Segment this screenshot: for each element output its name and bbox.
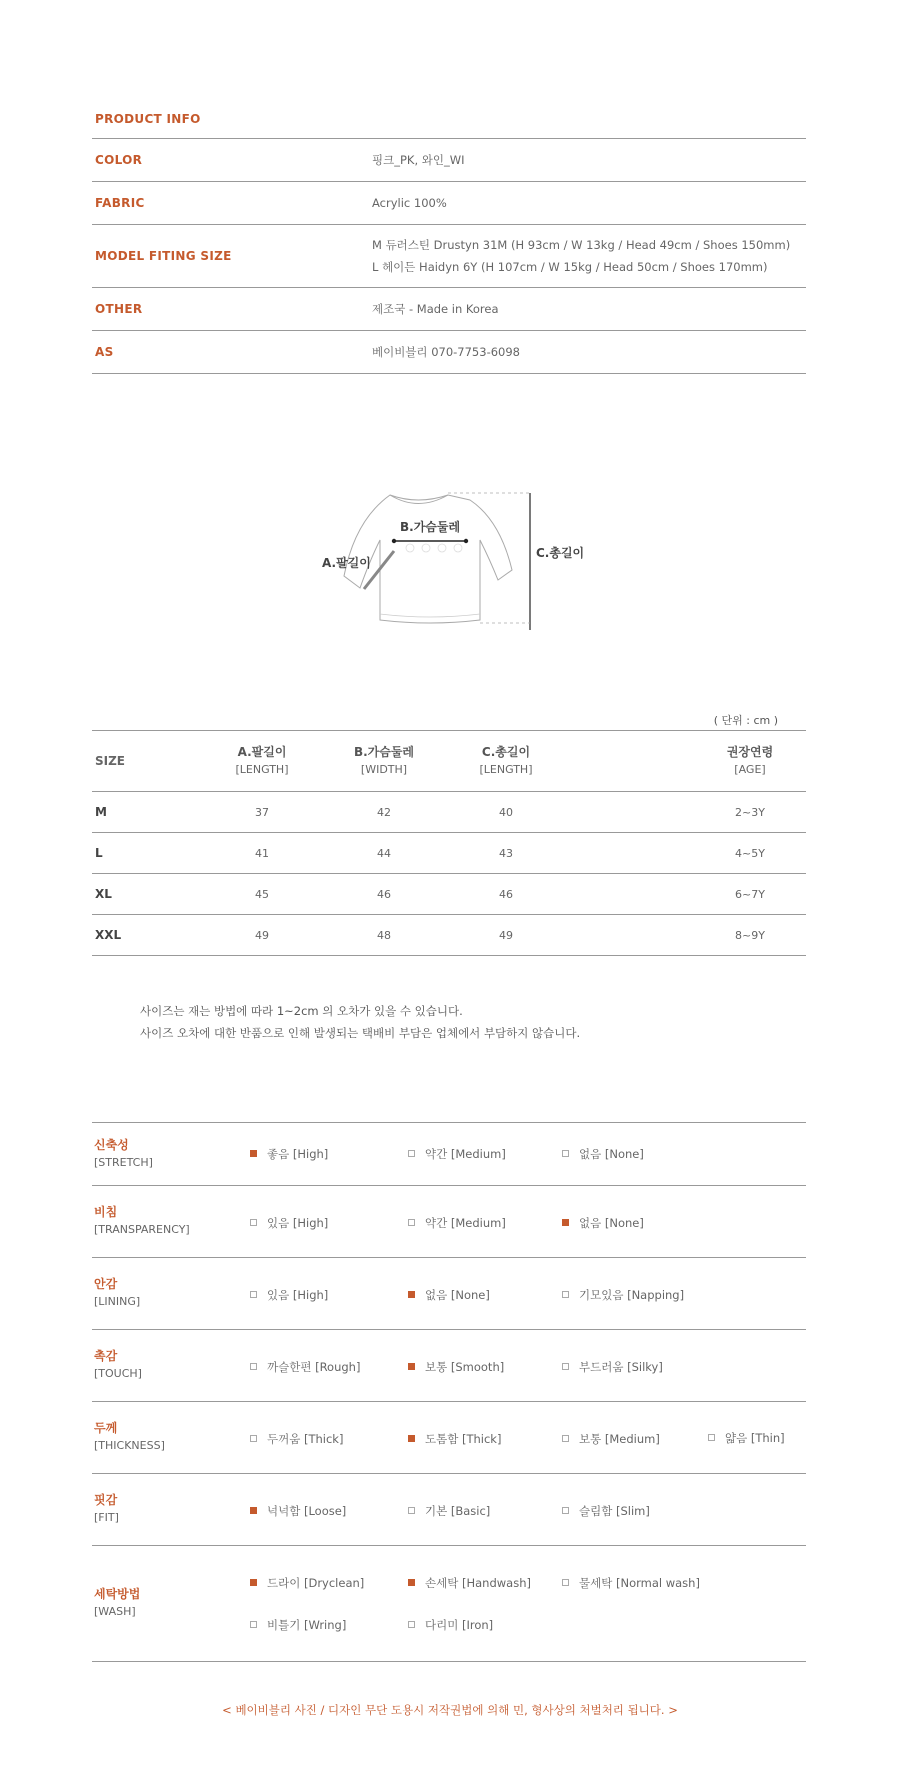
info-label: COLOR [95, 153, 143, 167]
size-cell [567, 833, 694, 874]
option-item: 슬림함 [Slim] [562, 1503, 650, 1519]
option-item: 없음 [None] [562, 1146, 644, 1162]
option-item: 있음 [High] [250, 1215, 328, 1231]
size-cell [567, 792, 694, 833]
checkbox-icon [250, 1219, 257, 1226]
table-row [92, 792, 806, 833]
option-item: 얇음 [Thin] [708, 1430, 785, 1446]
feature-row-fit [92, 1474, 806, 1546]
size-cell: 44 [377, 846, 391, 860]
size-cell: L [95, 846, 103, 860]
option-item: 약간 [Medium] [408, 1215, 506, 1231]
option-item: 다리미 [Iron] [408, 1617, 493, 1633]
option-item: 없음 [None] [562, 1215, 644, 1231]
checkbox-icon [562, 1579, 569, 1586]
size-cell: 4~5Y [735, 846, 765, 860]
option-item: 까슬한편 [Rough] [250, 1359, 360, 1375]
option-item: 없음 [None] [408, 1287, 490, 1303]
product-info-title: PRODUCT INFO [95, 112, 201, 126]
size-header-age: 권장연령 [AGE] [726, 745, 774, 776]
feature-heading: 촉감 [TOUCH] [94, 1349, 142, 1380]
checkbox-icon [250, 1507, 257, 1514]
feature-row-transparency [92, 1186, 806, 1258]
copyright-notice: < 베이비블리 사진 / 디자인 무단 도용시 저작권법에 의해 민, 형사상의 처벌처리 됩니다. > [222, 1703, 678, 1717]
option-item: 보통 [Medium] [562, 1431, 660, 1447]
size-cell: 43 [499, 846, 513, 860]
size-diagram [322, 490, 630, 630]
checkbox-icon [562, 1291, 569, 1298]
info-value: 제조국 - Made in Korea [372, 302, 499, 316]
checkbox-icon [562, 1435, 569, 1442]
size-cell: 46 [499, 887, 513, 901]
info-label: OTHER [95, 302, 143, 316]
feature-row-thickness [92, 1402, 806, 1474]
checkbox-icon [408, 1621, 415, 1628]
size-table [92, 730, 806, 956]
option-item: 드라이 [Dryclean] [250, 1575, 364, 1591]
table-row [92, 915, 806, 956]
option-item: 부드러움 [Silky] [562, 1359, 663, 1375]
feature-row-touch [92, 1330, 806, 1402]
diagram-label-c: C.총길이 [536, 546, 585, 560]
table-row [92, 874, 806, 915]
option-item: 두꺼움 [Thick] [250, 1431, 343, 1447]
size-notes [140, 1000, 580, 1044]
size-cell [567, 874, 694, 915]
info-label: FABRIC [95, 196, 145, 210]
checkbox-icon [562, 1507, 569, 1514]
info-label: MODEL FITING SIZE [95, 249, 232, 263]
checkbox-icon [250, 1150, 257, 1157]
feature-heading: 핏감 [FIT] [94, 1493, 119, 1524]
option-item: 넉넉함 [Loose] [250, 1503, 346, 1519]
product-info-section [92, 100, 806, 374]
size-cell: 49 [255, 928, 269, 942]
info-row-color [92, 138, 806, 181]
size-header-c: C.총길이 [LENGTH] [479, 745, 533, 776]
checkbox-icon [562, 1363, 569, 1370]
size-cell [567, 915, 694, 956]
option-item: 물세탁 [Normal wash] [562, 1575, 700, 1591]
size-header-a: A.팔길이 [LENGTH] [235, 745, 289, 776]
info-label: AS [95, 345, 114, 359]
info-row-fabric [92, 181, 806, 224]
size-cell: M [95, 805, 107, 819]
info-value: Acrylic 100% [372, 196, 447, 210]
option-item: 비틀기 [Wring] [250, 1617, 346, 1633]
table-row [92, 833, 806, 874]
checkbox-icon [708, 1434, 715, 1441]
note-line: 사이즈는 재는 방법에 따라 1~2cm 의 오차가 있을 수 있습니다. [140, 1004, 463, 1018]
size-cell: 48 [377, 928, 391, 942]
size-cell: 49 [499, 928, 513, 942]
option-item: 보통 [Smooth] [408, 1359, 504, 1375]
size-cell: 45 [255, 887, 269, 901]
info-row-as [92, 330, 806, 374]
checkbox-icon [408, 1507, 415, 1514]
unit-label: ( 단위 : cm ) [713, 714, 778, 727]
info-value: 베이비블리 070-7753-6098 [372, 345, 520, 359]
size-cell: 37 [255, 805, 269, 819]
option-item: 기본 [Basic] [408, 1503, 490, 1519]
size-cell: 6~7Y [735, 887, 765, 901]
size-cell: 2~3Y [735, 805, 765, 819]
feature-heading: 신축성 [STRETCH] [94, 1138, 153, 1169]
feature-heading: 안감 [LINING] [94, 1277, 141, 1308]
size-header-size: SIZE [95, 754, 126, 768]
size-cell: 8~9Y [735, 928, 765, 942]
checkbox-icon [250, 1291, 257, 1298]
checkbox-icon [408, 1219, 415, 1226]
size-cell: XXL [95, 928, 122, 942]
feature-heading: 비침 [TRANSPARENCY] [94, 1205, 190, 1236]
info-row-model-size [92, 224, 806, 287]
checkbox-icon [250, 1621, 257, 1628]
checkbox-icon [408, 1363, 415, 1370]
feature-heading: 두께 [THICKNESS] [94, 1421, 165, 1452]
option-item: 손세탁 [Handwash] [408, 1575, 531, 1591]
option-item: 도톰함 [Thick] [408, 1431, 501, 1447]
note-line: 사이즈 오차에 대한 반품으로 인해 발생되는 택배비 부담은 업체에서 부담하지 않습니다. [140, 1026, 581, 1040]
checkbox-icon [250, 1363, 257, 1370]
info-value: L 헤이든 Haidyn 6Y (H 107cm / W 15kg / Head 50cm / Shoes 170mm) [372, 260, 768, 274]
size-cell: 40 [499, 805, 513, 819]
diagram-label-b: B.가슴둘레 [400, 520, 461, 534]
size-cell: XL [95, 887, 112, 901]
feature-row-stretch [92, 1123, 806, 1186]
size-table-section [92, 712, 806, 956]
size-header-b: B.가슴둘레 [WIDTH] [353, 745, 415, 776]
checkbox-icon [562, 1150, 569, 1157]
checkbox-icon [250, 1435, 257, 1442]
checkbox-icon [562, 1219, 569, 1226]
size-table-header [92, 731, 806, 792]
option-item: 있음 [High] [250, 1287, 328, 1303]
feature-row-lining [92, 1258, 806, 1330]
checkbox-icon [408, 1291, 415, 1298]
feature-row-wash [92, 1546, 806, 1662]
option-item: 기모있음 [Napping] [562, 1287, 684, 1303]
info-row-other [92, 287, 806, 330]
info-value: 핑크_PK, 와인_WI [372, 153, 465, 167]
checkbox-icon [408, 1435, 415, 1442]
size-cell: 41 [255, 846, 269, 860]
option-item: 좋음 [High] [250, 1146, 328, 1162]
size-header-blank [567, 731, 694, 792]
option-item: 약간 [Medium] [408, 1146, 506, 1162]
info-value: M 듀러스틴 Drustyn 31M (H 93cm / W 13kg / Head 49cm / Shoes 150mm) [372, 238, 791, 252]
sweater-illustration [330, 490, 630, 630]
info-value-group [372, 234, 790, 278]
diagram-label-a: A.팔길이 [322, 556, 371, 570]
feature-checklist [92, 1122, 806, 1662]
size-cell: 42 [377, 805, 391, 819]
checkbox-icon [250, 1579, 257, 1586]
size-cell: 46 [377, 887, 391, 901]
checkbox-icon [408, 1150, 415, 1157]
checkbox-icon [408, 1579, 415, 1586]
feature-heading: 세탁방법 [WASH] [94, 1587, 141, 1618]
